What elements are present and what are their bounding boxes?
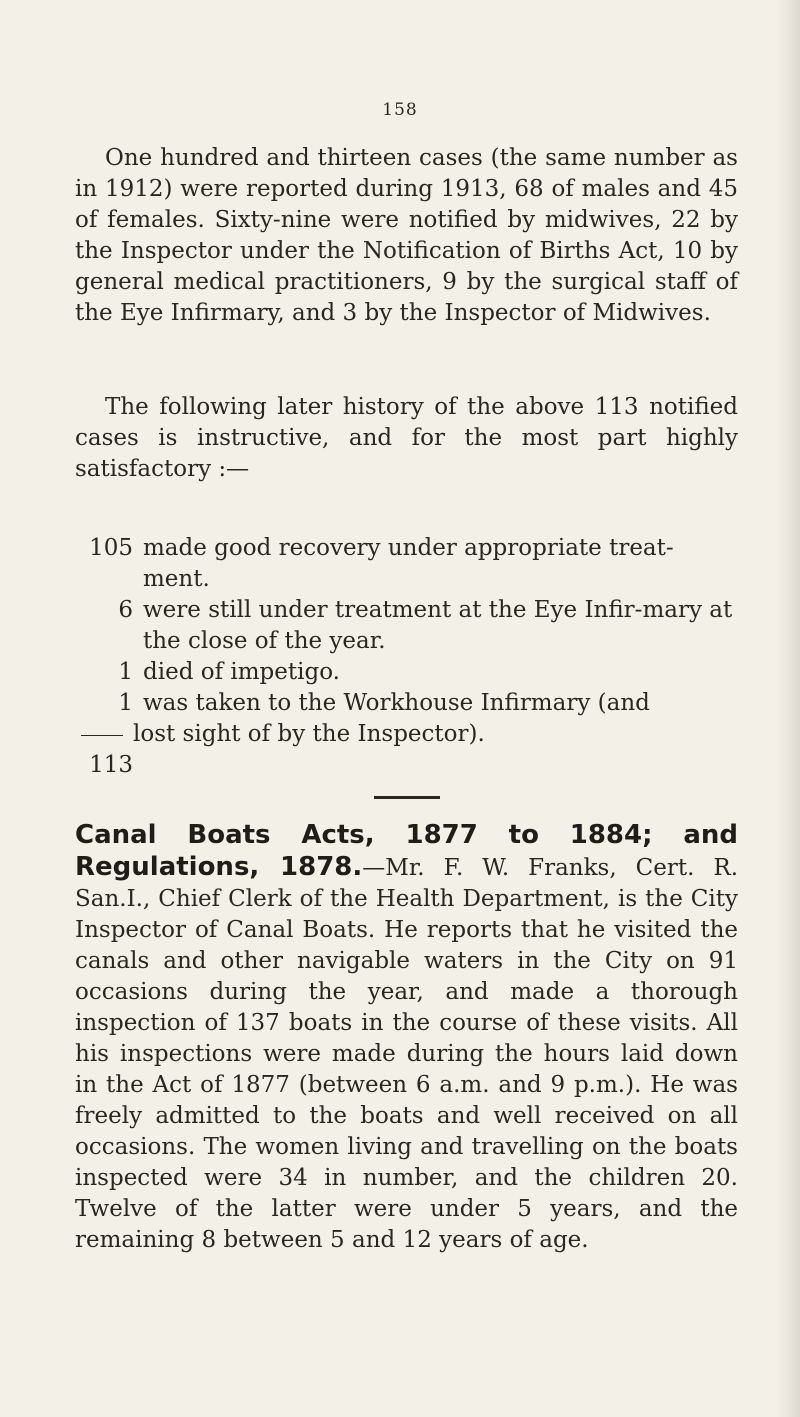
paragraph-later-history: The following later history of the above 113 notified cases is instructive, and for the most part highly satisfactory :—	[75, 394, 738, 482]
outcome-text: made good recovery under appropriate treat-ment.	[143, 535, 674, 592]
outcome-count: 1	[118, 659, 133, 685]
outcomes-total-row	[75, 750, 738, 781]
list-item	[75, 688, 738, 719]
outcome-text: died of impetigo.	[143, 659, 340, 685]
outcome-text: was taken to the Workhouse Infirmary (and	[143, 690, 650, 716]
canal-boats-body: —Mr. F. W. Franks, Cert. R. San.I., Chief Clerk of the Health Department, is the City Inspector of Canal Boats. He reports that he visited the canals and other navigable waters in the City on 91 occasions during the year, and made a thorough inspection of 137 boats in the course of these visits. All his inspections were made during the hours laid down in the Act of 1877 (between 6 a.m. and 9 p.m.). He was freely admitted to the boats and well received on all occasions. The women living and travelling on the boats inspected were 34 in number, and the children 20. Twelve of the latter were under 5 years, and the remaining 8 between 5 and 12 years of age.	[75, 855, 739, 1253]
section-heading: Canal Boats Acts, 1877 to 1884; and Regulations, 1878.	[75, 820, 738, 882]
outcome-count: 6	[118, 597, 133, 623]
outcomes-list	[75, 533, 738, 781]
section-divider	[374, 796, 440, 799]
sum-dash	[75, 719, 133, 750]
list-item	[75, 595, 738, 657]
paragraph-cases-reported: One hundred and thirteen cases (the same number as in 1912) were reported during 1913, 68 of males and 45 of females. Sixty-nine were notified by midwives, 22 by the Inspector under the Notification of Births Act, 10 by general medical practitioners, 9 by the surgical staff of the Eye Infirmary, and 3 by the Inspector of Midwives.	[75, 145, 738, 326]
list-item	[75, 719, 738, 750]
outcomes-total: 113	[89, 752, 133, 778]
page-edge-shadow	[778, 0, 800, 1417]
outcome-count: 105	[89, 535, 133, 561]
page-number: 158	[382, 100, 418, 120]
outcome-count: 1	[118, 690, 133, 716]
list-item	[75, 657, 738, 688]
paragraph-canal-boats	[75, 820, 738, 1256]
outcome-text: lost sight of by the Inspector).	[133, 721, 485, 747]
outcome-text: were still under treatment at the Eye Infir-mary at the close of the year.	[143, 597, 733, 654]
list-item	[75, 533, 738, 595]
